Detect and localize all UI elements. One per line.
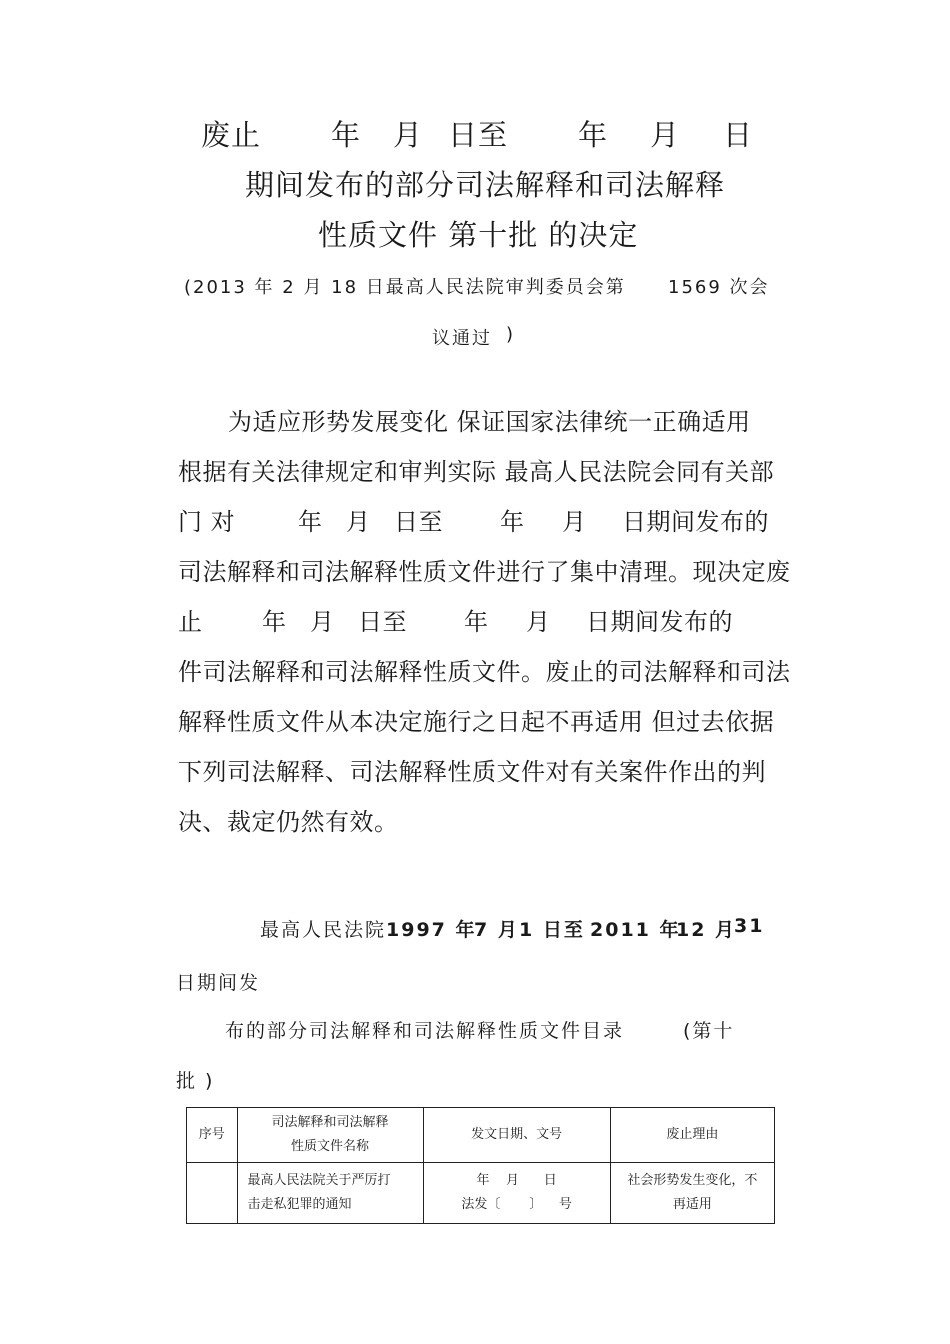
section-line-3-right: (第十 [683, 1020, 735, 1042]
body-line: 为适应形势发展变化 保证国家法律统一正确适用 [228, 408, 751, 436]
body-line: 根据有关法律规定和审判实际 最高人民法院会同有关部 [178, 458, 775, 486]
cell-line: 法发〔 〕 号 [461, 1197, 572, 1212]
subtitle-left: (2013 年 2 月 18 日最高人民法院审判委员会第 [184, 277, 626, 298]
body-line: 司法解释和司法解释性质文件进行了集中清理。现决定废 [178, 558, 791, 586]
body-line: 件司法解释和司法解释性质文件。废止的司法解释和司法 [178, 658, 791, 686]
title-word: 年 [578, 118, 609, 152]
body-word: 年 [298, 508, 323, 536]
body-word: 日至 [394, 508, 443, 536]
body-word: 止 [178, 608, 203, 636]
cell-no [187, 1163, 238, 1224]
section-word: 1 日至 [519, 919, 585, 941]
cell-line: 社会形势发生变化，不 [627, 1173, 758, 1188]
cell-reason [610, 1163, 774, 1224]
body-word: 月 [526, 608, 551, 636]
body-word: 年 [500, 508, 525, 536]
section-word: 7 月 [474, 919, 519, 941]
cell-line: 再适用 [672, 1197, 712, 1212]
section-line-4: 批 ) [176, 1070, 215, 1092]
section-word: 最高人民法院 [260, 919, 387, 941]
body-word: 月 [562, 508, 587, 536]
body-line: 解释性质文件从本决定施行之日起不再适用 但过去依据 [178, 708, 775, 736]
header-date: 发文日期、文号 [423, 1108, 610, 1163]
cell-date [423, 1163, 610, 1224]
body-line [0, 602, 950, 634]
cell-line: 最高人民法院关于严厉打 [247, 1173, 391, 1188]
subtitle-line-2-right: ) [506, 324, 516, 345]
section-word: 31 [734, 915, 765, 937]
cell-line: 年 月 日 [476, 1173, 557, 1188]
cell-line: 击走私犯罪的通知 [247, 1197, 352, 1212]
section-heading [0, 915, 950, 945]
subtitle-line-2-left: 议通过 [432, 328, 492, 349]
title-word: 月 [650, 118, 681, 152]
section-line-3: 布的部分司法解释和司法解释性质文件目录 [225, 1020, 625, 1042]
section-word: 12 月 [676, 919, 737, 941]
body-word: 日至 [358, 608, 407, 636]
title-word: 年 [331, 118, 362, 152]
body-word: 年 [464, 608, 489, 636]
title-word: 废止 [201, 118, 262, 152]
title-word: 月 [393, 118, 424, 152]
title-line-1 [0, 113, 950, 153]
table-header-row [187, 1108, 775, 1163]
body-word: 日期间发布的 [622, 508, 769, 536]
body-word: 日期间发布的 [586, 608, 733, 636]
title-word: 日 [723, 118, 754, 152]
body-word: 月 [310, 608, 335, 636]
body-word: 年 [262, 608, 287, 636]
body-word: 门 对 [178, 508, 236, 536]
section-word: 2011 年 [590, 919, 681, 941]
header-name-line: 性质文件名称 [291, 1139, 370, 1154]
section-line-2: 日期间发 [176, 972, 261, 994]
cell-name [237, 1163, 423, 1224]
section-word: 1997 年 [386, 919, 477, 941]
body-word: 月 [346, 508, 371, 536]
body-line [0, 502, 950, 534]
body-line: 下列司法解释、司法解释性质文件对有关案件作出的判 [178, 758, 766, 786]
body-line: 决、裁定仍然有效。 [178, 808, 399, 836]
header-name [237, 1108, 423, 1163]
header-reason: 废止理由 [610, 1108, 774, 1163]
abolished-documents-table [186, 1107, 775, 1224]
subtitle-right: 1569 次会 [668, 277, 770, 298]
title-word: 日至 [448, 118, 509, 152]
header-no: 序号 [187, 1108, 238, 1163]
header-name-line: 司法解释和司法解释 [271, 1115, 389, 1130]
title-line-3: 性质文件 第十批 的决定 [318, 218, 639, 252]
table-row [187, 1163, 775, 1224]
title-line-2: 期间发布的部分司法解释和司法解释 [245, 168, 726, 202]
